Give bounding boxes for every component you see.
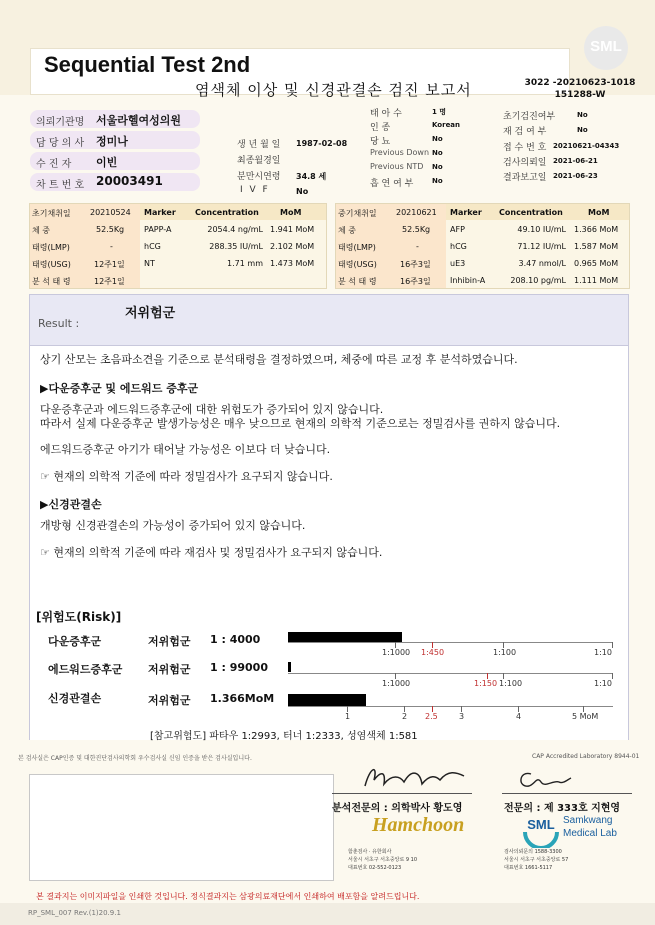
interpretation-p6: 개방형 신경관결손의 가능성이 증가되어 있지 않습니다. bbox=[40, 519, 306, 532]
second-row-value: 16주3일 bbox=[400, 277, 431, 286]
marker-mom: 2.102 MoM bbox=[270, 242, 315, 251]
sml-brand-a: Samkwang bbox=[563, 815, 613, 826]
first-row-value: - bbox=[110, 242, 113, 251]
patient-info-right bbox=[503, 109, 648, 184]
tick-label: 1:450 bbox=[421, 648, 445, 657]
marker-conc: 288.35 IU/mL bbox=[209, 242, 263, 251]
info-row: 결과보고일 2021-06-23 bbox=[503, 172, 598, 183]
risk-value: 1.366MoM bbox=[210, 692, 275, 705]
print-notice: 본 결과지는 이미지파일을 인쇄한 것입니다. 정식결과지는 삼광의료재단에서 인쇄하여 배포함을 알려드립니다. bbox=[36, 892, 420, 901]
first-row-label: 초기채취일 bbox=[32, 209, 71, 218]
marker-conc: 208.10 pg/mL bbox=[510, 276, 566, 285]
second-row-label: 중기채취일 bbox=[338, 209, 377, 218]
marker-name: hCG bbox=[450, 242, 467, 251]
interpretation-p1: 상기 산모는 초음파소견을 기준으로 분석태령을 결정하였으며, 체중에 따른 교정 후 분석하였습니다. bbox=[40, 353, 518, 366]
axis-tick bbox=[612, 673, 613, 679]
signer-2: 전문의 : 제 333호 지현영 bbox=[504, 803, 621, 814]
col-header-mom: MoM bbox=[588, 208, 610, 217]
marker-name: Inhibin-A bbox=[450, 276, 486, 285]
risk-name: 신경관결손 bbox=[48, 692, 102, 705]
patient-info-mid2 bbox=[370, 106, 490, 190]
second-row-label: 분 석 태 령 bbox=[338, 277, 377, 286]
risk-axis bbox=[288, 673, 613, 674]
info-row: 수 진 자 이빈 bbox=[30, 152, 200, 170]
info-row: 초기검진여부 No bbox=[503, 111, 588, 122]
result-label: Result : bbox=[38, 317, 80, 330]
marker-conc: 71.12 IU/mL bbox=[517, 242, 566, 251]
interpretation-p2: 다운증후군과 에드워드증후군에 대한 위험도가 증가되어 있지 않습니다. bbox=[40, 403, 384, 416]
marker-name: AFP bbox=[450, 225, 465, 234]
axis-tick bbox=[612, 642, 613, 648]
marker-mom: 1.941 MoM bbox=[270, 225, 315, 234]
tick-label: 1:10 bbox=[594, 648, 612, 657]
first-row-value: 12주1일 bbox=[94, 260, 125, 269]
sml-brand-b: Medical Lab bbox=[563, 828, 617, 839]
risk-title: [위험도(Risk)] bbox=[36, 610, 122, 624]
memo-box bbox=[29, 774, 334, 881]
birth-value: 1987-02-08 bbox=[296, 139, 348, 148]
second-row-label: 태령(USG) bbox=[338, 260, 377, 269]
marker-mom: 1.366 MoM bbox=[574, 225, 619, 234]
col-header-mom: MoM bbox=[280, 208, 302, 217]
sml-address: 검사의뢰문의 1588-3300 서울시 서초구 서초중앙로 57 대표번호 1661-5117 bbox=[504, 849, 569, 871]
tick-label: 1:1000 bbox=[382, 679, 411, 688]
svg-text:SML: SML bbox=[527, 817, 555, 832]
signature-1 bbox=[360, 762, 470, 792]
first-row-value: 20210524 bbox=[90, 208, 131, 217]
info-row: 접 수 번 호 20210621-04343 bbox=[503, 142, 620, 153]
info-row: 인 종 Korean bbox=[370, 121, 461, 133]
ivf-value: No bbox=[296, 187, 309, 196]
report-title: Sequential Test 2nd bbox=[44, 52, 251, 77]
reference-risk: [참고위험도] 파타우 1:2993, 터너 1:2333, 성염색체 1:581 bbox=[150, 731, 418, 742]
risk-group: 저위험군 bbox=[148, 635, 191, 648]
result-box bbox=[29, 294, 629, 346]
result-value: 저위험군 bbox=[125, 306, 176, 321]
info-row: 태 아 수 1 명 bbox=[370, 108, 447, 119]
risk-group: 저위험군 bbox=[148, 663, 191, 676]
risk-group: 저위험군 bbox=[148, 694, 191, 707]
birth-label: 생 년 월 일 bbox=[237, 140, 281, 150]
interpretation-p7: ☞ 현재의 의학적 기준에 따라 재검사 및 정밀검사가 요구되지 않습니다. bbox=[40, 546, 383, 559]
lmp-label: 최종월경일 bbox=[237, 156, 281, 166]
second-trimester-table bbox=[335, 203, 630, 289]
cap-note: 본 검사실은 CAP인증 및 대한진단검사의학회 우수검사실 신임 인증을 받은 검사실입니다. bbox=[18, 755, 252, 762]
risk-bar bbox=[288, 694, 366, 706]
info-row: Previous Down No bbox=[370, 148, 443, 157]
form-code: RP_SML_007 Rev.(1)20.9.1 bbox=[28, 909, 121, 917]
age-label: 분만시연령 bbox=[237, 172, 281, 182]
report-subtitle: 염색체 이상 및 신경관결손 검진 보고서 bbox=[195, 81, 472, 99]
section-heading-ntd: ▶신경관결손 bbox=[40, 498, 102, 511]
marker-name: uE3 bbox=[450, 259, 466, 268]
col-header-marker: Marker bbox=[144, 208, 176, 217]
risk-bar bbox=[288, 632, 402, 642]
ivf-label: I V F bbox=[240, 185, 270, 195]
marker-mom: 1.111 MoM bbox=[574, 276, 619, 285]
tick-label: 1:10 bbox=[594, 679, 612, 688]
marker-mom: 1.473 MoM bbox=[270, 259, 315, 268]
info-row: 의뢰기관명 서울라헬여성의원 bbox=[30, 110, 200, 128]
risk-value: 1 : 99000 bbox=[210, 661, 268, 674]
info-row: 당 뇨 No bbox=[370, 135, 443, 147]
marker-name: hCG bbox=[144, 242, 161, 251]
second-row-label: 체 중 bbox=[338, 226, 356, 235]
col-header-marker: Marker bbox=[450, 208, 482, 217]
marker-conc: 2054.4 ng/mL bbox=[207, 225, 263, 234]
second-row-value: 16주3일 bbox=[400, 260, 431, 269]
marker-name: PAPP-A bbox=[144, 225, 172, 234]
patient-info-left bbox=[30, 110, 200, 191]
tick-label: 1 bbox=[345, 712, 351, 721]
second-row-label: 태령(LMP) bbox=[338, 243, 376, 252]
risk-axis bbox=[288, 642, 613, 643]
signature-line-2 bbox=[502, 793, 632, 794]
first-row-label: 태령(LMP) bbox=[32, 243, 70, 252]
info-row: 차 트 번 호 20003491 bbox=[30, 173, 200, 191]
tick-label: 1:100 bbox=[499, 679, 523, 688]
hamchoon-address: 함춘검사 · 유한회사 서울시 서초구 서초중앙로 9 10 대표번호 02-552-0123 bbox=[348, 849, 418, 871]
first-row-value: 12주1일 bbox=[94, 277, 125, 286]
info-row: 담 당 의 사 정미나 bbox=[30, 131, 200, 149]
interpretation-p5: ☞ 현재의 의학적 기준에 따라 정밀검사가 요구되지 않습니다. bbox=[40, 470, 333, 483]
interpretation-p3: 따라서 실제 다운증후군 발생가능성은 매우 낮으므로 현재의 의학적 기준으로는 정밀검사를 권하지 않습니다. bbox=[40, 417, 561, 430]
info-row: 재 검 여 부 No bbox=[503, 126, 588, 137]
signature-line-1 bbox=[332, 793, 472, 794]
col-header-concentration: Concentration bbox=[195, 208, 259, 217]
first-row-label: 태령(USG) bbox=[32, 260, 71, 269]
info-row: Previous NTD No bbox=[370, 162, 443, 171]
tick-label: 4 bbox=[516, 712, 522, 721]
second-row-value: 20210621 bbox=[396, 208, 437, 217]
marker-conc: 49.10 IU/mL bbox=[517, 225, 566, 234]
signature-2 bbox=[515, 766, 575, 792]
marker-name: NT bbox=[144, 259, 155, 268]
tick-label: 1:1000 bbox=[382, 648, 411, 657]
cap-number: CAP Accredited Laboratory 8944-01 bbox=[532, 753, 640, 760]
second-row-value: 52.5Kg bbox=[402, 225, 431, 234]
second-row-value: - bbox=[416, 242, 419, 251]
risk-bar bbox=[288, 662, 291, 672]
marker-conc: 1.71 mm bbox=[227, 259, 263, 268]
sml-lab-logo bbox=[523, 812, 559, 848]
first-row-label: 체 중 bbox=[32, 226, 50, 235]
tick-label: 5 MoM bbox=[572, 712, 599, 721]
risk-name: 다운증후군 bbox=[48, 635, 102, 648]
first-trimester-table bbox=[29, 203, 327, 289]
col-header-concentration: Concentration bbox=[499, 208, 563, 217]
risk-name: 에드워드증후군 bbox=[48, 663, 123, 676]
tick-label: 1:150 bbox=[474, 679, 498, 688]
tick-label: 2.5 bbox=[425, 712, 438, 721]
marker-mom: 0.965 MoM bbox=[574, 259, 619, 268]
tick-label: 2 bbox=[402, 712, 408, 721]
first-row-label: 분 석 태 령 bbox=[32, 277, 71, 286]
tick-label: 1:100 bbox=[493, 648, 517, 657]
age-value: 34.8 세 bbox=[296, 172, 327, 181]
signer-1: 분석전문의 : 의학박사 황도영 bbox=[332, 803, 463, 814]
info-row: 검사의뢰일 2021-06-21 bbox=[503, 157, 598, 168]
marker-conc: 3.47 nmol/L bbox=[518, 259, 566, 268]
marker-mom: 1.587 MoM bbox=[574, 242, 619, 251]
sml-logo: SML bbox=[584, 26, 628, 70]
document-number: 3022 -20210623-1018 151288-W bbox=[524, 78, 636, 100]
tick-label: 3 bbox=[459, 712, 465, 721]
section-heading-down: ▶다운증후군 및 에드워드 증후군 bbox=[40, 382, 199, 395]
hamchoon-logo: Hamchoon bbox=[372, 814, 465, 836]
risk-value: 1 : 4000 bbox=[210, 633, 261, 646]
interpretation-p4: 에드워드증후군 아기가 태어날 가능성은 이보다 더 낮습니다. bbox=[40, 443, 331, 456]
first-row-value: 52.5Kg bbox=[96, 225, 125, 234]
info-row: 흡 연 여 부 No bbox=[370, 177, 443, 189]
risk-axis bbox=[288, 706, 613, 707]
